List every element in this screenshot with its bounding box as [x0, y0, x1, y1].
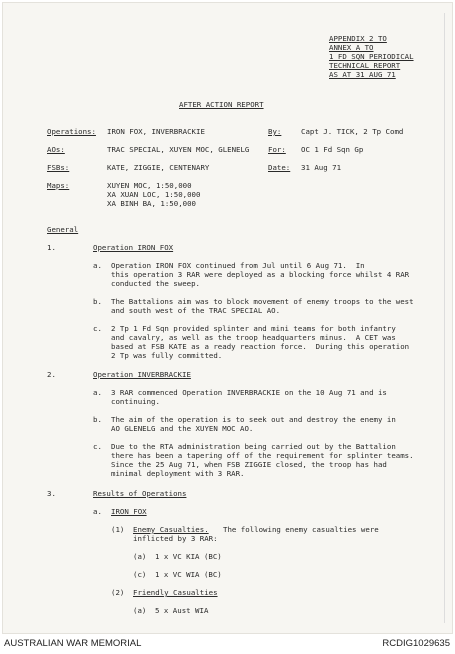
- footer-archive-name: AUSTRALIAN WAR MEMORIAL: [4, 638, 142, 649]
- s3-p1-line-2: inflicted by 3 RAR:: [133, 534, 218, 543]
- s3-p1a-label: (a): [133, 552, 147, 561]
- fsbs-value: KATE, ZIGGIE, CENTENARY: [107, 163, 210, 172]
- fsbs-label: FSBs:: [47, 163, 70, 172]
- s2-c-line-2: there has been a tapering off of the requirement for splinter teams.: [111, 451, 414, 460]
- s3-a-heading: IRON FOX: [111, 507, 147, 516]
- aos-label: AOs:: [47, 145, 65, 154]
- appendix-line-2: ANNEX A TO: [329, 43, 374, 52]
- maps-label: Maps:: [47, 181, 70, 190]
- operations-label: Operations:: [47, 127, 96, 136]
- by-value: Capt J. TICK, 2 Tp Comd: [301, 127, 404, 136]
- aos-value: TRAC SPECIAL, XUYEN MOC, GLENELG: [107, 145, 250, 154]
- s3-p1-label: (1): [111, 525, 125, 534]
- s2-a-label: a.: [93, 388, 102, 397]
- for-value: OC 1 Fd Sqn Gp: [301, 145, 364, 154]
- section-2-number: 2.: [47, 370, 56, 379]
- s2-c-label: c.: [93, 442, 102, 451]
- s1-a-line-3: conducted the sweep.: [111, 279, 200, 288]
- document-page: [2, 2, 453, 634]
- s1-c-line-3: based at FSB KATE as a ready reaction force. During this operation: [111, 342, 410, 351]
- s2-b-line-2: AO GLENELG and the XUYEN MOC AO.: [111, 424, 254, 433]
- s1-c-label: c.: [93, 324, 102, 333]
- maps-line-2: XA XUAN LOC, 1:50,000: [107, 190, 201, 199]
- section-2-heading: Operation INVERBRACKIE: [93, 370, 191, 379]
- s2-a-line-1: 3 RAR commenced Operation INVERBRACKIE on the 10 Aug 71 and is: [111, 388, 387, 397]
- s3-p1b-text: 1 x VC WIA (BC): [155, 570, 222, 579]
- operations-value: IRON FOX, INVERBRACKIE: [107, 127, 205, 136]
- s3-p2a-text: 5 x Aust WIA: [155, 606, 209, 615]
- section-3-heading: Results of Operations: [93, 489, 187, 498]
- appendix-line-4: TECHNICAL REPORT: [329, 61, 401, 70]
- section-1-number: 1.: [47, 243, 56, 252]
- s2-c-line-3: Since the 25 Aug 71, when FSB ZIGGIE closed, the troop has had: [111, 460, 387, 469]
- appendix-line-3: 1 FD SQN PERIODICAL: [329, 52, 414, 61]
- s3-a-label: a.: [93, 507, 102, 516]
- s3-p1a-text: 1 x VC KIA (BC): [155, 552, 222, 561]
- s1-c-line-4: 2 Tp was fully committed.: [111, 351, 223, 360]
- s2-b-line-1: The aim of the operation is to seek out and destroy the enemy in: [111, 415, 396, 424]
- s1-a-label: a.: [93, 261, 102, 270]
- archive-footer: [0, 634, 455, 654]
- s1-c-line-2: and cavalry, as well as the troop headquarters minus. A CET was: [111, 333, 396, 342]
- date-label: Date:: [268, 163, 291, 172]
- appendix-line-5: AS AT 31 AUG 71: [329, 70, 396, 79]
- s1-b-label: b.: [93, 297, 102, 306]
- s3-p1b-label: (c): [133, 570, 147, 579]
- maps-line-3: XA BINH BA, 1:50,000: [107, 199, 196, 208]
- document-title: AFTER ACTION REPORT: [179, 100, 264, 109]
- page-edge: [444, 13, 448, 623]
- section-1-heading: Operation IRON FOX: [93, 243, 174, 252]
- s1-a-line-1: Operation IRON FOX continued from Jul until 6 Aug 71. In: [111, 261, 365, 270]
- s2-a-line-2: continuing.: [111, 397, 160, 406]
- s3-p2-label: (2): [111, 588, 125, 597]
- s2-c-line-1: Due to the RTA administration being carried out by the Battalion: [111, 442, 396, 451]
- s1-b-line-2: and south west of the TRAC SPECIAL AO.: [111, 306, 281, 315]
- section-3-number: 3.: [47, 489, 56, 498]
- s3-p2-heading: Friendly Casualties: [133, 588, 218, 597]
- s3-p1-line-1: The following enemy casualties were: [223, 525, 379, 534]
- maps-line-1: XUYEN MOC, 1:50,000: [107, 181, 192, 190]
- s1-b-line-1: The Battalions aim was to block movement of enemy troops to the west: [111, 297, 414, 306]
- s2-c-line-4: minimal deployment with 3 RAR.: [111, 469, 245, 478]
- appendix-line-1: APPENDIX 2 TO: [329, 34, 387, 43]
- general-heading: General: [47, 225, 79, 234]
- s1-c-line-1: 2 Tp 1 Fd Sqn provided splinter and mini teams for both infantry: [111, 324, 396, 333]
- date-value: 31 Aug 71: [301, 163, 342, 172]
- for-label: For:: [268, 145, 286, 154]
- s3-p1-heading: Enemy Casualties.: [133, 525, 209, 534]
- s3-p2a-label: (a): [133, 606, 147, 615]
- footer-record-id: RCDIG1029635: [382, 638, 450, 649]
- s2-b-label: b.: [93, 415, 102, 424]
- by-label: By:: [268, 127, 282, 136]
- s1-a-line-2: this operation 3 RAR were deployed as a blocking force whilst 4 RAR: [111, 270, 410, 279]
